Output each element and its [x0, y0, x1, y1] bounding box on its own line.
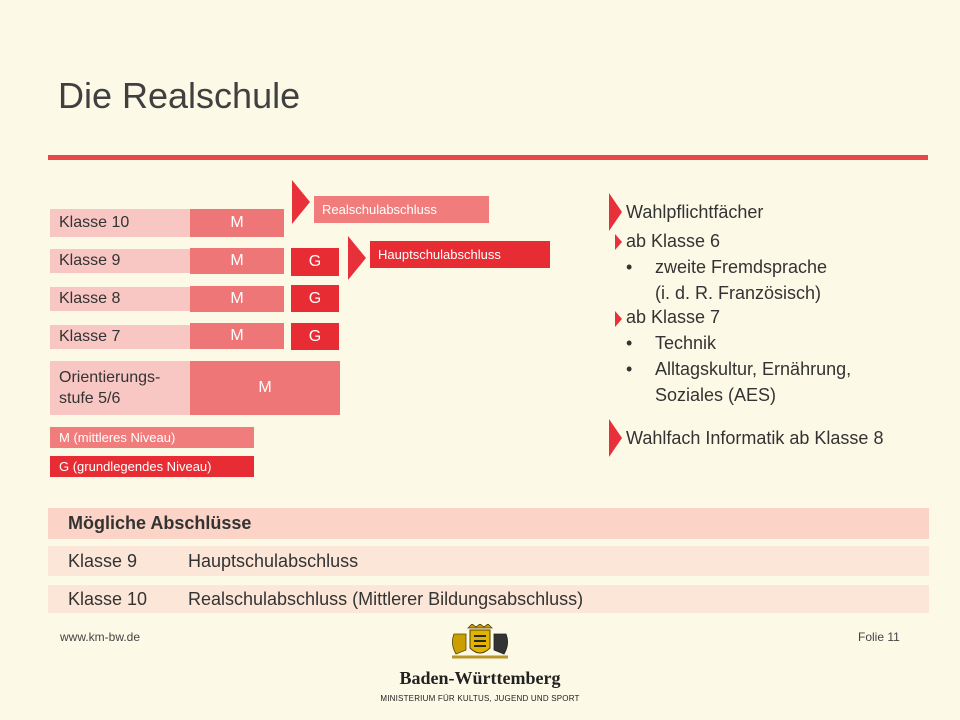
- legend-g: G (grundlegendes Niveau): [50, 456, 254, 477]
- coat-of-arms-icon: [448, 624, 512, 662]
- m-level-box: M: [190, 248, 284, 274]
- table-row: [48, 546, 929, 576]
- grade-label-klasse-7: Klasse 7: [50, 325, 190, 349]
- subject-fremdsprache-note: (i. d. R. Französisch): [655, 283, 822, 303]
- bullet-icon: •: [626, 257, 633, 277]
- subject-aes-line2: Soziales (AES): [655, 385, 777, 405]
- slide-number: Folie 11: [858, 630, 900, 644]
- g-level-box: G: [291, 285, 339, 312]
- table-header: Mögliche Abschlüsse: [48, 508, 929, 539]
- arrow-marker: [292, 180, 310, 224]
- wahlpflicht-heading: Wahlpflichtfächer: [626, 202, 764, 222]
- subject-fremdsprache: zweite Fremdsprache: [655, 257, 828, 277]
- title-divider: [48, 155, 928, 160]
- grade-label-klasse-9: Klasse 9: [50, 249, 190, 273]
- subject-aes: Alltagskultur, Ernährung,: [655, 359, 852, 379]
- grade-label-orientierungsstufe: [50, 361, 190, 415]
- arrow-marker: [348, 236, 366, 280]
- g-level-box: G: [291, 248, 339, 276]
- ab-klasse-7-label: ab Klasse 7: [626, 307, 721, 327]
- hauptschulabschluss-tag: Hauptschulabschluss: [370, 241, 550, 268]
- m-level-box: M: [190, 323, 284, 349]
- grade-label-line: Orientierungs-: [59, 369, 161, 386]
- arrow-marker: [609, 419, 622, 457]
- table-cell-abschluss: Hauptschulabschluss: [188, 550, 359, 571]
- table-cell-abschluss: Realschulabschluss (Mittlerer Bildungsabschluss): [188, 588, 584, 609]
- grade-label-klasse-10: Klasse 10: [50, 209, 190, 237]
- wahlfach-informatik: Wahlfach Informatik ab Klasse 8: [626, 428, 884, 448]
- table-cell-klasse: Klasse 9: [68, 550, 138, 571]
- subject-technik: Technik: [655, 333, 717, 353]
- m-level-box: M: [190, 286, 284, 312]
- arrow-marker: [609, 193, 622, 231]
- ministry-name: MINISTERIUM FÜR KULTUS, JUGEND UND SPORT: [380, 694, 580, 703]
- arrow-marker: [615, 311, 622, 327]
- page-title: Die Realschule: [58, 75, 301, 116]
- arrow-marker: [615, 234, 622, 250]
- m-level-box: M: [190, 209, 284, 237]
- grade-label-klasse-8: Klasse 8: [50, 287, 190, 311]
- table-cell-klasse: Klasse 10: [68, 588, 148, 609]
- state-name: Baden-Württemberg: [399, 668, 561, 688]
- realschulabschluss-tag: Realschulabschluss: [314, 196, 489, 223]
- g-level-box: G: [291, 323, 339, 350]
- bullet-icon: •: [626, 359, 633, 379]
- table-row: [48, 585, 929, 613]
- grade-label-line: stufe 5/6: [59, 390, 121, 407]
- footer-url: www.km-bw.de: [60, 630, 141, 644]
- bullet-icon: •: [626, 333, 633, 353]
- legend-m: M (mittleres Niveau): [50, 427, 254, 448]
- ab-klasse-6-label: ab Klasse 6: [626, 231, 721, 251]
- m-level-box: M: [190, 361, 340, 415]
